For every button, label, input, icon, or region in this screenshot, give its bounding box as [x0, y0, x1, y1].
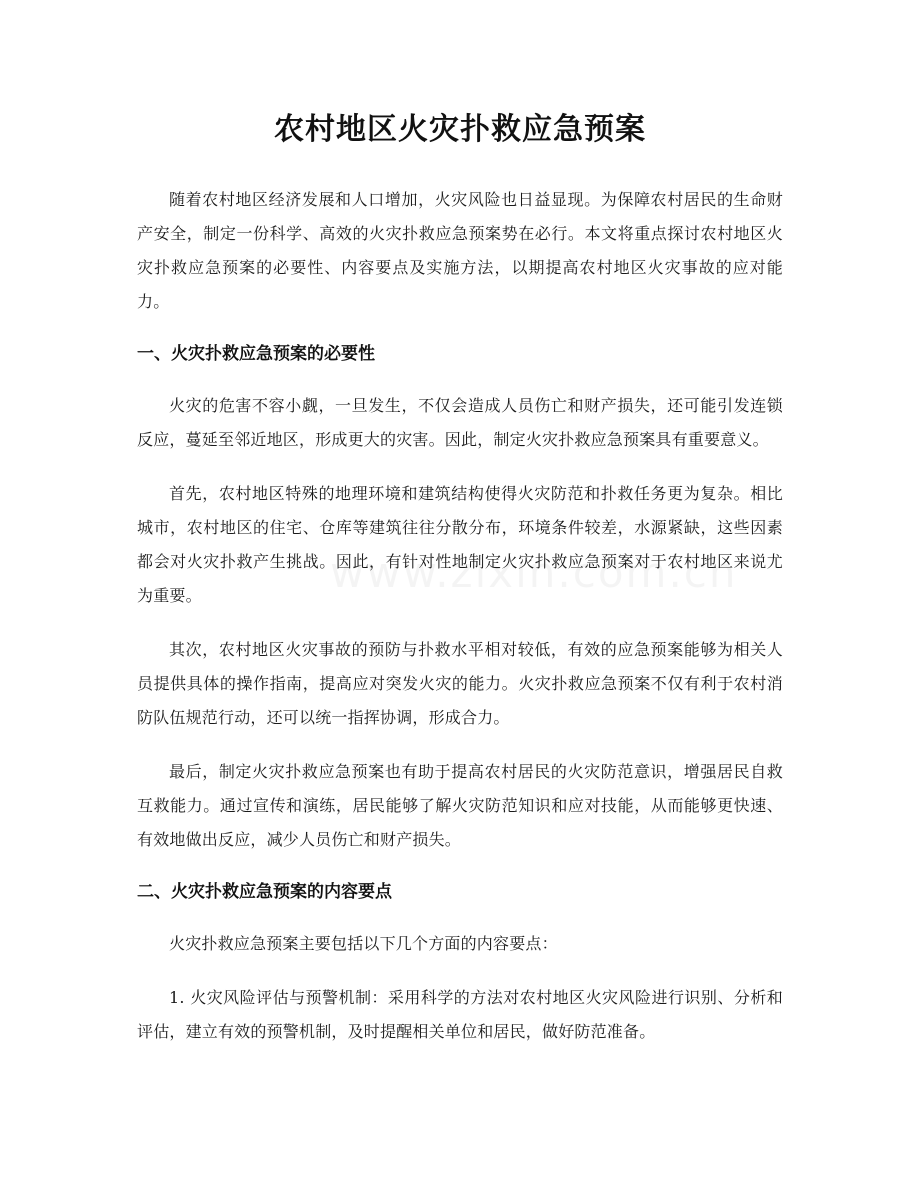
paragraph: 最后，制定火灾扑救应急预案也有助于提高农村居民的火灾防范意识，增强居民自救互救能力。通过宣传和演练，居民能够了解火灾防范知识和应对技能，从而能够更快速、有效地做出反应，减少人员伤亡和财产损失。 [137, 762, 783, 849]
list-item: 1. 火灾风险评估与预警机制：采用科学的方法对农村地区火灾风险进行识别、分析和评估，建立有效的预警机制，及时提醒相关单位和居民，做好防范准备。 [137, 988, 783, 1041]
document-title: 农村地区火灾扑救应急预案 [274, 112, 646, 147]
paragraph: 首先，农村地区特殊的地理环境和建筑结构使得火灾防范和扑救任务更为复杂。相比城市，农村地区的住宅、仓库等建筑往往分散分布，环境条件较差，水源紧缺，这些因素都会对火灾扑救产生挑战。因此，有针对性地制定火灾扑救应急预案对于农村地区来说尤为重要。 [137, 484, 783, 605]
document-body [137, 183, 783, 1069]
section-heading-key-points: 二、火灾扑救应急预案的内容要点 [137, 882, 392, 902]
paragraph: 火灾扑救应急预案主要包括以下几个方面的内容要点： [169, 934, 558, 953]
intro-paragraph: 随着农村地区经济发展和人口增加，火灾风险也日益显现。为保障农村居民的生命财产安全，制定一份科学、高效的火灾扑救应急预案势在必行。本文将重点探讨农村地区火灾扑救应急预案的必要性、内容要点及实施方法，以期提高农村地区火灾事故的应对能力。 [137, 190, 783, 311]
paragraph: 火灾的危害不容小觑，一旦发生，不仅会造成人员伤亡和财产损失，还可能引发连锁反应，蔓延至邻近地区，形成更大的灾害。因此，制定火灾扑救应急预案具有重要意义。 [137, 396, 783, 449]
section-heading-necessity: 一、火灾扑救应急预案的必要性 [137, 344, 375, 364]
paragraph: 其次，农村地区火灾事故的预防与扑救水平相对较低，有效的应急预案能够为相关人员提供具体的操作指南，提高应对突发火灾的能力。火灾扑救应急预案不仅有利于农村消防队伍规范行动，还可以统一指挥协调，形成合力。 [137, 640, 783, 727]
